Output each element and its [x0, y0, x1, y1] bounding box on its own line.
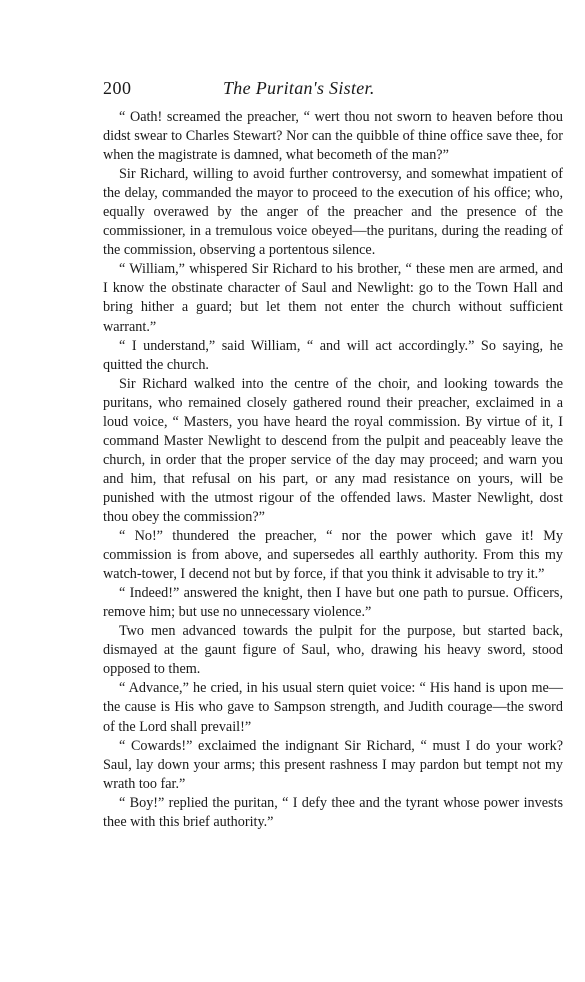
paragraph: Sir Richard walked into the centre of the choir, and looking towards the puritans, who remained closely gathered round their preacher, exclaimed in a loud voice, “ Masters, you have heard the royal commission. By virtue of it, I command Master Newlight to descend from the pulpit and peaceably leave the church, in order that the proper service of the day may proceed; and warn you and him, that refusal on his part, or any mad resistance on yours, will be punished with the utmost rigour of the offended laws. Master Newlight, dost thou obey the commission?” — [103, 375, 563, 525]
page-header — [103, 78, 563, 100]
book-page — [103, 78, 563, 832]
body-text — [103, 108, 563, 832]
paragraph: “ Boy!” replied the puritan, “ I defy thee and the tyrant whose power invests thee with this brief authority.” — [103, 794, 563, 830]
paragraph: Two men advanced towards the pulpit for the purpose, but started back, dismayed at the gaunt figure of Saul, who, drawing his heavy sword, stood opposed to them. — [103, 623, 563, 678]
page-number: 200 — [103, 78, 132, 98]
paragraph: “ Advance,” he cried, in his usual stern quiet voice: “ His hand is upon me—the cause is His who gave to Sampson strength, and Judith courage—the sword of the Lord shall prevail!” — [103, 680, 563, 735]
paragraph: “ Cowards!” exclaimed the indignant Sir Richard, “ must I do your work? Saul, lay down your arms; this present rashness I may pardon but tempt not my wrath too far.” — [103, 737, 563, 792]
paragraph: “ William,” whispered Sir Richard to his brother, “ these men are armed, and I know the obstinate character of Saul and Newlight: go to the Town Hall and bring hither a guard; but let them not enter the church without sufficient warrant.” — [103, 261, 563, 335]
running-title: The Puritan's Sister. — [223, 78, 375, 98]
paragraph: “ No!” thundered the preacher, “ nor the power which gave it! My commission is from above, and supersedes all earthly authority. From this my watch-tower, I decend not but by force, if that you think it advisable to try it.” — [103, 528, 563, 583]
paragraph: “ Indeed!” answered the knight, then I have but one path to pursue. Officers, remove him; but use no unnecessary violence.” — [103, 585, 563, 621]
paragraph: “ I understand,” said William, “ and will act accordingly.” So saying, he quitted the church. — [103, 337, 563, 373]
paragraph: Sir Richard, willing to avoid further controversy, and somewhat impatient of the delay, commanded the mayor to proceed to the execution of his office; who, equally overawed by the anger of the preacher and the presence of the commissioner, in a tremulous voice obeyed—the puritans, during the reading of the commission, observing a portentous silence. — [103, 166, 563, 259]
paragraph: “ Oath! screamed the preacher, “ wert thou not sworn to heaven before thou didst swear to Charles Stewart? Nor can the quibble of thine office save thee, for when the magistrate is damned, what becometh of the man?” — [103, 109, 563, 164]
